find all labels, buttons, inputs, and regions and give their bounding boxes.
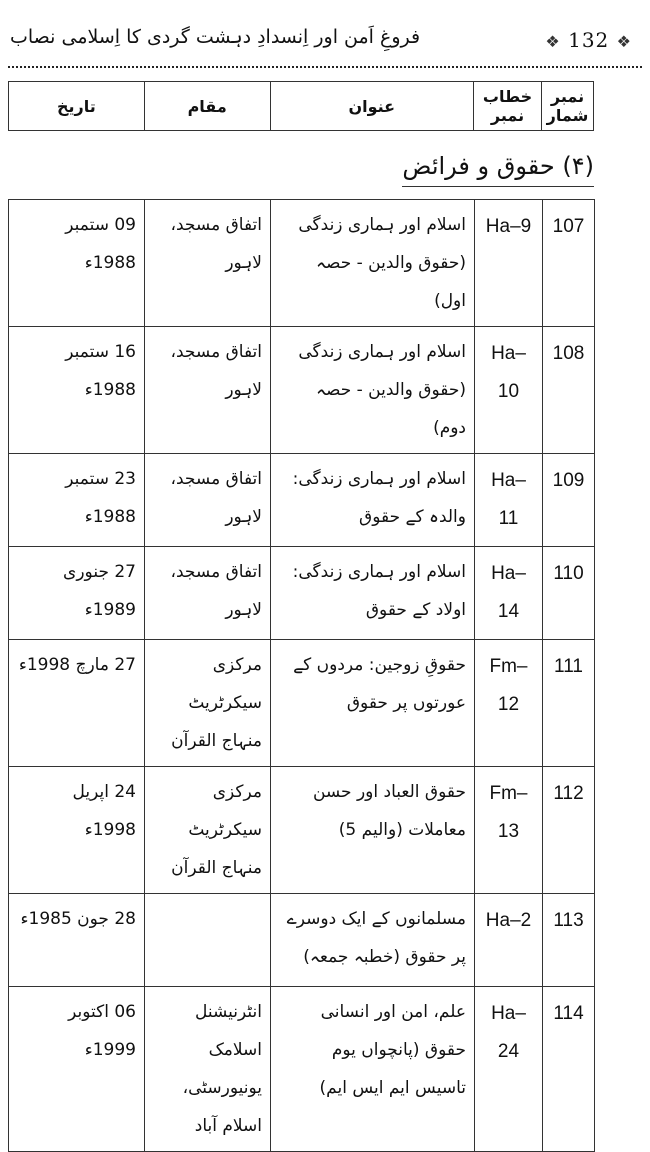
table-row: [9, 767, 595, 894]
date-cell: 06 اکتوبر 1999ء: [9, 987, 145, 1152]
serial-cell: 107: [543, 200, 595, 327]
place-cell: مرکزی سیکرٹریٹ منہاج القرآن: [145, 767, 271, 894]
place-cell: اتفاق مسجد، لاہور: [145, 327, 271, 454]
column-header-code: خطاب نمبر: [474, 82, 542, 131]
table-row: [9, 640, 595, 767]
title-cell: اسلام اور ہماری زندگی: اولاد کے حقوق: [271, 547, 475, 640]
date-cell: 23 ستمبر 1988ء: [9, 454, 145, 547]
code-cell: Ha–24: [475, 987, 543, 1152]
code-cell: Ha–2: [475, 894, 543, 987]
lectures-table: [8, 199, 595, 1152]
column-header-place: مقام: [144, 82, 270, 131]
serial-cell: 111: [543, 640, 595, 767]
table-row: [9, 547, 595, 640]
code-cell: Ha–14: [475, 547, 543, 640]
serial-cell: 109: [543, 454, 595, 547]
title-cell: اسلام اور ہماری زندگی (حقوق والدین - حصہ اول): [271, 200, 475, 327]
title-cell: مسلمانوں کے ایک دوسرے پر حقوق (خطبہ جمعہ): [271, 894, 475, 987]
serial-cell: 108: [543, 327, 595, 454]
table-row: [9, 987, 595, 1152]
code-cell: Ha–10: [475, 327, 543, 454]
date-cell: 28 جون 1985ء: [9, 894, 145, 987]
place-cell: اتفاق مسجد، لاہور: [145, 454, 271, 547]
title-cell: علم، امن اور انسانی حقوق (پانچواں یوم تاسیس ایم ایس ایم): [271, 987, 475, 1152]
table-row: [9, 454, 595, 547]
column-header-table: [8, 81, 594, 131]
serial-cell: 114: [543, 987, 595, 1152]
title-cell: حقوقِ زوجین: مردوں کے عورتوں پر حقوق: [271, 640, 475, 767]
column-header-row: [9, 82, 594, 131]
date-cell: 09 ستمبر 1988ء: [9, 200, 145, 327]
table-row: [9, 200, 595, 327]
code-cell: Fm–13: [475, 767, 543, 894]
date-cell: 27 جنوری 1989ء: [9, 547, 145, 640]
serial-cell: 112: [543, 767, 595, 894]
table-row: [9, 894, 595, 987]
place-cell: انٹرنیشنل اسلامک یونیورسٹی، اسلام آباد: [145, 987, 271, 1152]
place-cell: مرکزی سیکرٹریٹ منہاج القرآن: [145, 640, 271, 767]
title-cell: حقوق العباد اور حسن معاملات (والیم 5): [271, 767, 475, 894]
serial-cell: 110: [543, 547, 595, 640]
ornament-icon: ❖: [545, 32, 561, 51]
code-cell: Fm–12: [475, 640, 543, 767]
date-cell: 27 مارچ 1998ء: [9, 640, 145, 767]
book-title: فروغِ اَمن اور اِنسدادِ دہشت گردی کا اِسلامی نصاب: [10, 26, 421, 48]
page-number-text: 132: [568, 28, 610, 52]
place-cell: [145, 894, 271, 987]
place-cell: اتفاق مسجد، لاہور: [145, 547, 271, 640]
code-cell: Ha–9: [475, 200, 543, 327]
date-cell: 16 ستمبر 1988ء: [9, 327, 145, 454]
code-cell: Ha–11: [475, 454, 543, 547]
header-divider: [8, 66, 642, 68]
page-number: [545, 28, 632, 52]
column-header-date: تاریخ: [9, 82, 145, 131]
table-row: [9, 327, 595, 454]
ornament-icon: ❖: [616, 32, 632, 51]
title-cell: اسلام اور ہماری زندگی (حقوق والدین - حصہ دوم): [271, 327, 475, 454]
column-header-title: عنوان: [270, 82, 474, 131]
date-cell: 24 اپریل 1998ء: [9, 767, 145, 894]
page-header: [8, 22, 636, 62]
title-cell: اسلام اور ہماری زندگی: والدہ کے حقوق: [271, 454, 475, 547]
place-cell: اتفاق مسجد، لاہور: [145, 200, 271, 327]
section-title: (۴) حقوق و فرائض: [402, 152, 594, 187]
column-header-serial: نمبر شمار: [542, 82, 594, 131]
serial-cell: 113: [543, 894, 595, 987]
